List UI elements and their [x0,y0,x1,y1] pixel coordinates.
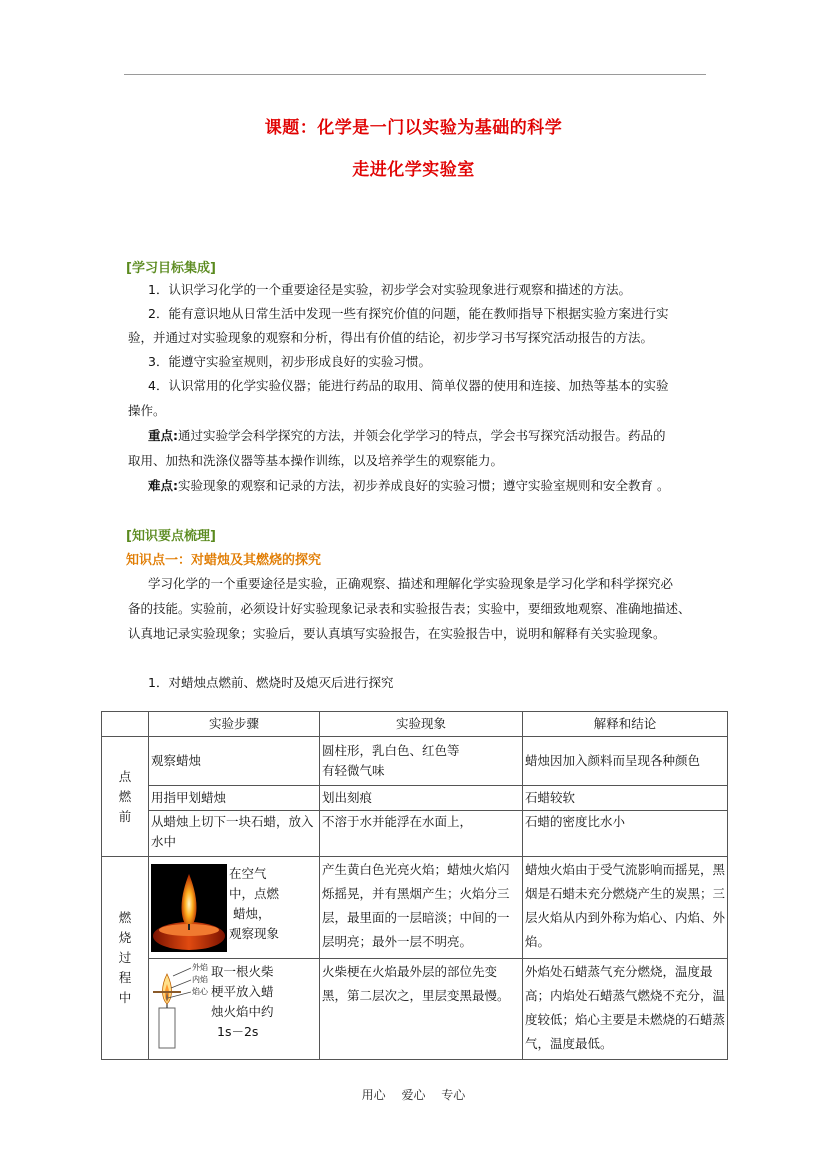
experiment-table [101,711,728,1060]
table-header-steps: 实验步骤 [149,712,320,737]
goal-item-4: 4．认识常用的化学实验仪器；能进行药品的取用、简单仪器的使用和连接、加热等基本的实验 [148,378,669,393]
table-row [102,959,728,1060]
table-row [102,810,728,857]
label-inner-flame: 内焰 [192,975,208,985]
knowledge-point-1-title: 知识点一：对蜡烛及其燃烧的探究 [126,553,322,568]
page-title: 课题：化学是一门以实验为基础的科学 [264,118,563,138]
cell-step: 用指甲划蜡烛 [149,786,320,810]
goal-item-2-cont: 验，并通过对实验现象的观察和分析，得出有价值的结论，初步学习书写探究活动报告的方法。 [128,330,654,345]
table-row [102,857,728,959]
table-row [102,737,728,786]
row-group-before: 点 燃 前 [102,737,149,857]
cell-step: 外焰 内焰 焰心 取一根火柴 梗平放入蜡 烛火焰中约 1s－2s [149,959,320,1060]
table-header-conclusion: 解释和结论 [523,712,728,737]
cell-step: 在空气 中，点燃 蜡烛， 观察现象 [149,857,320,959]
cell-conclusion: 蜡烛火焰由于受气流影响而摇晃，黑烟是石蜡未充分燃烧产生的炭黑；三层火焰从内到外称为焰心、内焰、外焰。 [523,857,728,959]
key-points-label: 重点: [148,428,178,443]
goal-item-3: 3．能遵守实验室规则，初步形成良好的实验习惯。 [148,354,431,369]
difficult-points [148,477,669,495]
table-header-row [102,712,728,737]
candle-flame-photo [151,864,227,952]
label-outer-flame: 外焰 [192,963,208,973]
difficult-points-text: 实验现象的观察和记录的方法，初步养成良好的实验习惯；遵守实验室规则和安全教育 。 [178,478,670,493]
label-flame-core: 焰心 [192,987,208,997]
cell-phenomenon: 不溶于水并能浮在水面上， [320,810,523,857]
subsection-1: 1．对蜡烛点燃前、燃烧时及熄灭后进行探究 [148,675,394,690]
cell-conclusion: 石蜡较软 [523,786,728,810]
cell-conclusion: 外焰处石蜡蒸气充分燃烧，温度最高；内焰处石蜡蒸气燃烧不充分，温度较低；焰心主要是未燃烧的石蜡蒸气，温度最低。 [523,959,728,1060]
knowledge-para-1: 学习化学的一个重要途径是实验，正确观察、描述和理解化学实验现象是学习化学和科学探究必 [148,576,674,591]
knowledge-para-3: 认真地记录实验现象；实验后，要认真填写实验报告，在实验报告中，说明和解释有关实验现象。 [128,626,666,641]
difficult-points-label: 难点: [148,478,178,493]
goal-item-1: 1．认识学习化学的一个重要途径是实验，初步学会对实验现象进行观察和描述的方法。 [148,282,631,297]
header-rule [124,74,706,75]
cell-conclusion: 石蜡的密度比水小 [523,810,728,857]
cell-step: 从蜡烛上切下一块石蜡，放入水中 [149,810,320,857]
knowledge-para-2: 备的技能。实验前，必须设计好实验现象记录表和实验报告表；实验中，要细致地观察、准确地描述、 [128,601,691,616]
table-header-blank [102,712,149,737]
page-footer: 用心 爱心 专心 [361,1088,466,1102]
match-in-flame-diagram [151,960,209,1052]
row-group-during: 燃 烧 过 程 中 [102,857,149,1060]
key-points-cont: 取用、加热和洗涤仪器等基本操作训练，以及培养学生的观察能力。 [128,453,504,468]
cell-conclusion: 蜡烛因加入颜料而呈现各种颜色 [523,737,728,786]
goal-item-2: 2．能有意识地从日常生活中发现一些有探究价值的问题，能在教师指导下根据实验方案进行实 [148,306,669,321]
key-points [148,427,666,445]
cell-phenomenon: 火柴梗在火焰最外层的部位先变黑，第二层次之，里层变黑最慢。 [320,959,523,1060]
knowledge-heading: [知识要点梳理] [126,529,216,544]
page-subtitle: 走进化学实验室 [352,160,475,180]
key-points-text: 通过实验学会科学探究的方法，并领会化学学习的特点，学会书写探究活动报告。药品的 [178,428,666,443]
table-header-phenomena: 实验现象 [320,712,523,737]
cell-phenomenon: 圆柱形，乳白色、红色等 有轻微气味 [320,737,523,786]
goals-heading: [学习目标集成] [126,261,216,276]
cell-phenomenon: 产生黄白色光亮火焰；蜡烛火焰闪烁摇晃，并有黑烟产生；火焰分三层，最里面的一层暗淡；中间的一层明亮；最外一层不明亮。 [320,857,523,959]
cell-step: 观察蜡烛 [149,737,320,786]
goal-item-4-cont: 操作。 [128,403,166,418]
cell-phenomenon: 划出刻痕 [320,786,523,810]
table-row [102,786,728,810]
